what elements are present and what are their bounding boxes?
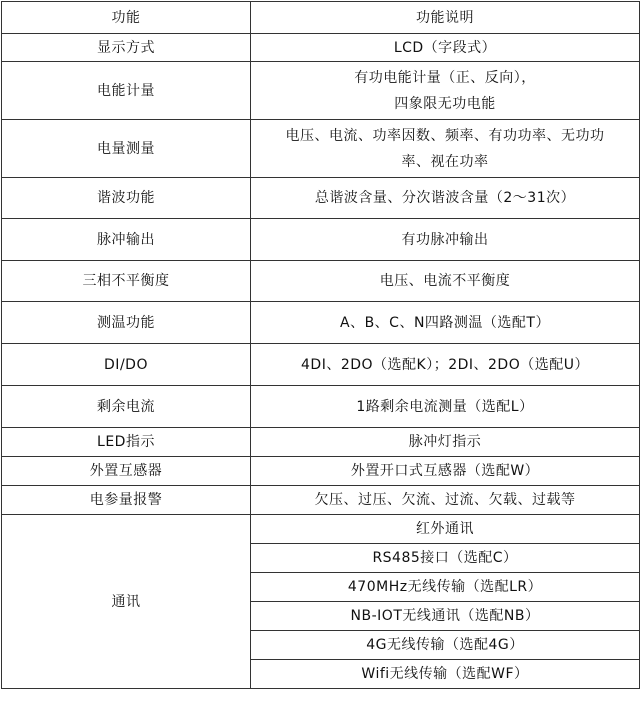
table-row: [2, 34, 640, 62]
feature-description: 4DI、2DO（选配K）；2DI、2DO（选配U）: [251, 344, 640, 386]
feature-table: [1, 1, 640, 689]
feature-description: 脉冲灯指示: [251, 428, 640, 457]
feature-description: 总谐波含量、分次谐波含量（2～31次）: [251, 178, 640, 219]
feature-name: 脉冲输出: [2, 219, 251, 261]
feature-name: LED指示: [2, 428, 251, 457]
table-row: [2, 386, 640, 428]
table-row: [2, 178, 640, 219]
header-description: 功能说明: [251, 2, 640, 34]
feature-description: LCD（字段式）: [251, 34, 640, 62]
table-row: [2, 62, 640, 120]
feature-name: 电量测量: [2, 120, 251, 178]
feature-description: 外置开口式互感器（选配W）: [251, 457, 640, 486]
table-row: [2, 219, 640, 261]
comm-row: [2, 515, 640, 544]
feature-name: 测温功能: [2, 302, 251, 344]
feature-description: 欠压、过压、欠流、过流、欠载、过载等: [251, 486, 640, 515]
feature-name: 剩余电流: [2, 386, 251, 428]
feature-name: 谐波功能: [2, 178, 251, 219]
feature-name: 显示方式: [2, 34, 251, 62]
feature-name: DI/DO: [2, 344, 251, 386]
header-feature: 功能: [2, 2, 251, 34]
table-row: [2, 428, 640, 457]
table-header-row: [2, 2, 640, 34]
table-row: [2, 302, 640, 344]
comm-option: RS485接口（选配C）: [251, 544, 640, 573]
table-row: [2, 486, 640, 515]
table-row: [2, 457, 640, 486]
feature-name: 电能计量: [2, 62, 251, 120]
comm-option: 4G无线传输（选配4G）: [251, 631, 640, 660]
feature-description: 电压、电流不平衡度: [251, 261, 640, 302]
table-row: [2, 344, 640, 386]
feature-name: 三相不平衡度: [2, 261, 251, 302]
feature-name-communication: 通讯: [2, 515, 251, 689]
comm-option: 红外通讯: [251, 515, 640, 544]
table-row: [2, 120, 640, 178]
feature-description: 有功脉冲输出: [251, 219, 640, 261]
feature-description: A、B、C、N四路测温（选配T）: [251, 302, 640, 344]
comm-option: 470MHz无线传输（选配LR）: [251, 573, 640, 602]
feature-description: 电压、电流、功率因数、频率、有功功率、无功功 率、视在功率: [251, 120, 640, 178]
feature-name: 电参量报警: [2, 486, 251, 515]
feature-description: 1路剩余电流测量（选配L）: [251, 386, 640, 428]
comm-option: NB-IOT无线通讯（选配NB）: [251, 602, 640, 631]
comm-option: Wifi无线传输（选配WF）: [251, 660, 640, 689]
feature-description: 有功电能计量（正、反向）， 四象限无功电能: [251, 62, 640, 120]
table-row: [2, 261, 640, 302]
feature-name: 外置互感器: [2, 457, 251, 486]
